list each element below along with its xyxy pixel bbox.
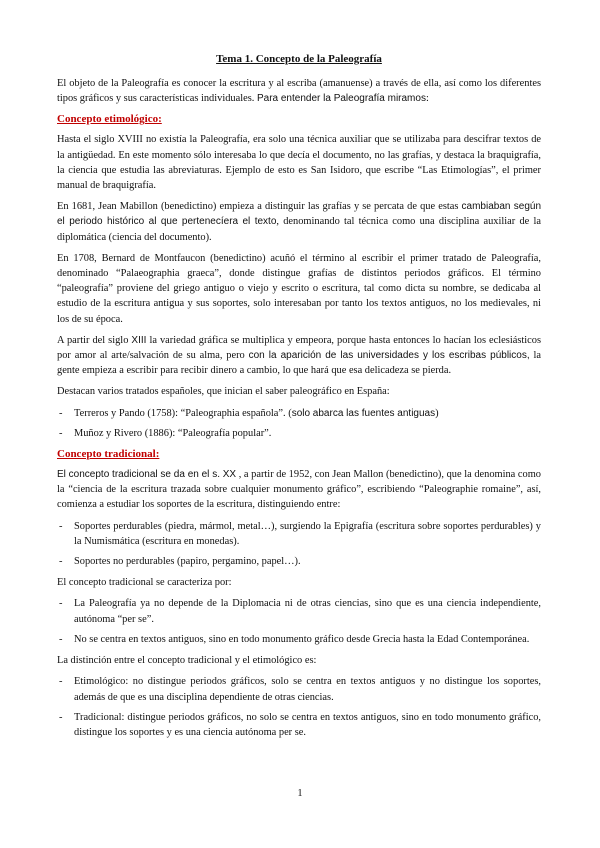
document-title: Tema 1. Concepto de la Paleografía — [216, 53, 382, 65]
soportes-list — [57, 519, 541, 570]
list-item: - No se centra en textos antiguos, sino en todo monumento gráfico desde Grecia hasta la Edad Contemporánea. — [57, 632, 541, 647]
tradicional-paragraph-2: El concepto tradicional se caracteriza por: — [57, 577, 232, 589]
intro-paragraph — [57, 76, 541, 106]
etimologico-paragraph-1: Hasta el siglo XVIII no existía la Paleografía, era solo una técnica auxiliar que se utilizaba para descifrar textos de la antigüedad. En este momento sólo interesaba lo que decía el documento, no las grafías, y destaca la braquigrafía, la ciencia que estudia las abreviaturas. Ejemplo de esto es San Isidoro, que escribe “Las Etimologías”, el primer manual de braquigrafía. — [57, 134, 541, 192]
list-item: - Soportes no perdurables (papiro, pergamino, papel…). — [57, 554, 541, 569]
tradicional-highlight: El concepto tradicional se da en el s. XX — [57, 469, 237, 481]
list-item: - Soportes perdurables (piedra, mármol, metal…), surgiendo la Epigrafía (escritura sobre soportes perdurables) y la Numismática (escritura en monedas). — [57, 519, 541, 549]
p4-highlight-2: con la aparición de las universidades y los escribas públicos, — [248, 350, 530, 362]
tradicional-paragraph-3: La distinción entre el concepto tradicional y el etimológico es: — [57, 655, 317, 667]
heading-tradicional: Concepto tradicional: — [57, 448, 160, 461]
p4-text-b: la variedad gráfica se multiplica y empeora, porque hasta entonces lo hacían los eclesiásticos por amor al arte/salvación de su alma, pero — [57, 334, 541, 362]
list-item-text: Terreros y Pando (1758): “Paleographia española”. ( — [74, 407, 292, 419]
p4-highlight-1: XIII — [131, 334, 147, 346]
list-item: - Tradicional: distingue periodos gráficos, no solo se centra en textos antiguos, sino en todo monumento gráfico, distingue los soportes y es una ciencia autónoma per se. — [57, 710, 541, 740]
list-item-highlight: solo abarca las fuentes antiguas — [291, 407, 436, 419]
heading-etimologico: Concepto etimológico: — [57, 113, 162, 126]
p4-text-c: la gente empieza a escribir para recibir dinero a cambio, lo que hará que esa delicadeza se pierda. — [57, 350, 541, 377]
tradicional-text: , a partir de 1952, con Jean Mallon (benedictino), que la denomina como la “ciencia de la escritura trazada sobre cualquier monumento gráfico”, escribiendo “Paleographie romaine”, así, comienza a estudiar los soportes de la escritura, distinguiendo entre: — [57, 469, 541, 511]
intro-end: : — [425, 93, 429, 105]
intro-text: El objeto de la Paleografía es conocer la escritura y al escriba (amanuense) a través de ella, así como los diferentes tipos gráficos y sus características individuales. — [57, 78, 541, 105]
page-number: 1 — [297, 788, 303, 799]
list-item-end: ) — [435, 407, 439, 419]
list-item: - La Paleografía ya no depende de la Diplomacia ni de otras ciencias, sino que es una ciencia independiente, autónoma “per se”. — [57, 596, 541, 626]
document-body — [57, 52, 541, 746]
list-item-text: Muñoz y Rivero (1886): “Paleografía popular”. — [74, 427, 272, 439]
p2-highlight: cambiaban según el periodo histórico al que pertenecíera el texto — [57, 201, 541, 228]
list-item: - Etimológico: no distingue periodos gráficos, solo se centra en textos antiguos y no distingue los soportes, además de que es una disciplina dependiente de otras ciencias. — [57, 674, 541, 704]
p2-text-a: En 1681, Jean Mabillon (benedictino) empieza a distinguir las grafías y se percata de que estas — [57, 201, 462, 213]
etimologico-paragraph-3: En 1708, Bernard de Montfaucon (benedictino) acuñó el término al escribir el primer tratado de Paleografía, denominado “Palaeographia graeca”, donde distingue grafías de distintos periodos gráficos. El término “paleografía” proviene del griego antiguo o viejo y escrito o escritura, tal como dicta su nombre, se dedicaba al estudio de la escritura antigua y sus soportes, solo interesaban por tanto los textos antiguos, no los medievales, ni los de su época. — [57, 252, 541, 325]
etimologico-paragraph-5: Destacan varios tratados españoles, que inician el saber paleográfico en España: — [57, 386, 390, 398]
list-item — [57, 406, 541, 421]
distincion-list — [57, 674, 541, 740]
tratados-list — [57, 406, 541, 441]
etimologico-paragraph-4 — [57, 333, 541, 379]
p2-text-b: , denominando tal técnica como una disciplina auxiliar de la diplomática (ciencia del documento). — [57, 216, 542, 243]
etimologico-paragraph-2 — [57, 199, 541, 245]
caracteristicas-list — [57, 596, 541, 647]
list-item — [57, 426, 541, 441]
p4-text-a: A partir del siglo — [57, 334, 132, 346]
intro-highlight: Para entender la Paleografía miramos — [256, 93, 426, 105]
tradicional-paragraph-1 — [57, 467, 541, 513]
